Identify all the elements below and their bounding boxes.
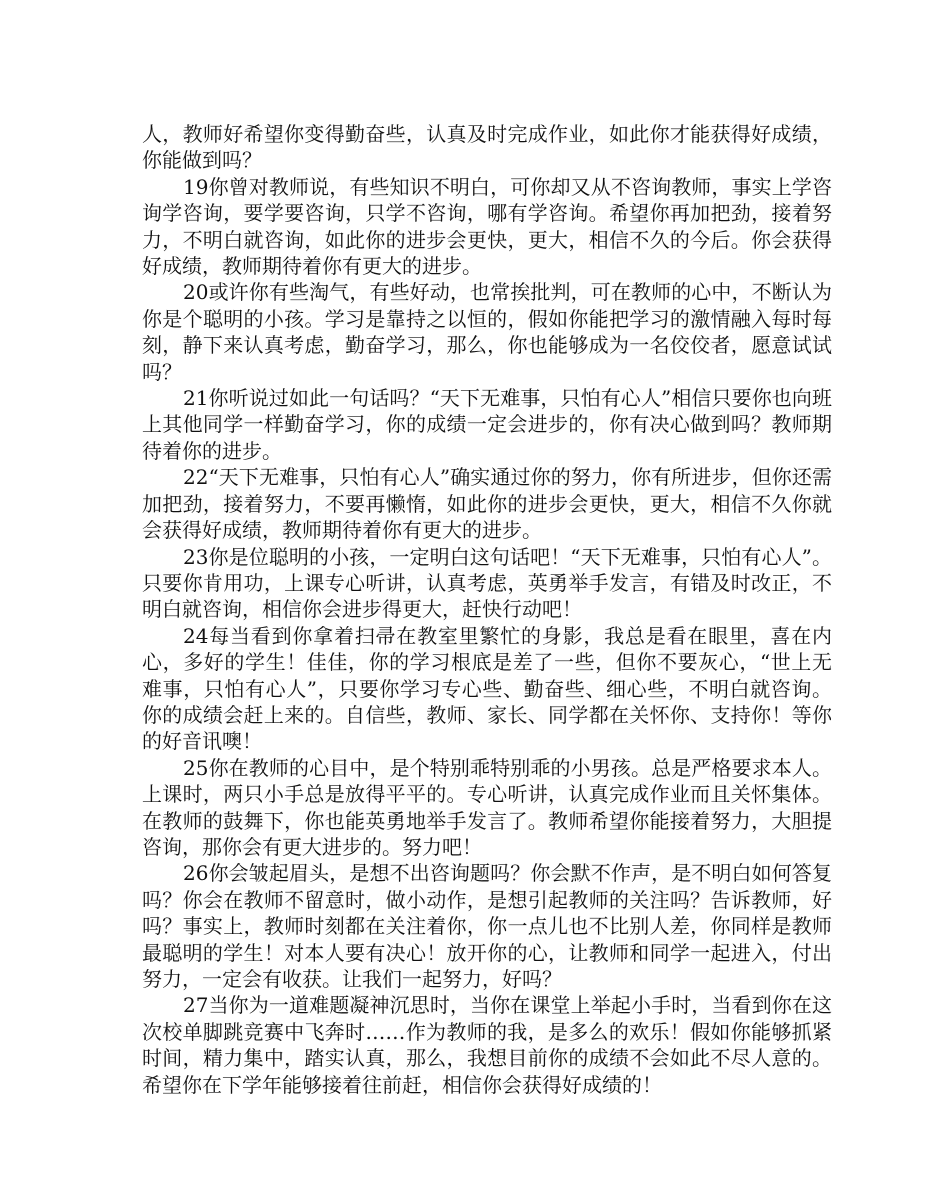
- paragraph-20: 20或许你有些淘气，有些好动，也常挨批判，可在教师的心中，不断认为你是个聪明的小孩。学习是靠持之以恒的，假如你能把学习的激情融入每时每刻，静下来认真考虑，勤奋学习，那么，你也能够成为一名佼佼者，愿意试试吗？: [142, 280, 832, 384]
- paragraph-continuation: 人，教师好希望你变得勤奋些，认真及时完成作业，如此你才能获得好成绩，你能做到吗？: [142, 122, 832, 173]
- document-page: [142, 121, 832, 1098]
- paragraph-25: 25你在教师的心目中，是个特别乖特别乖的小男孩。总是严格要求本人。上课时，两只小手总是放得平平的。专心听讲，认真完成作业而且关怀集体。在教师的鼓舞下，你也能英勇地举手发言了。教师希望你能接着努力，大胆提咨询，那你会有更大进步的。努力吧！: [142, 755, 832, 859]
- paragraph-24: 24每当看到你拿着扫帚在教室里繁忙的身影，我总是看在眼里，喜在内心，多好的学生！佳佳，你的学习根底是差了一些，但你不要灰心，“世上无难事，只怕有心人”，只要你学习专心些、勤奋些、细心些，不明白就咨询。你的成绩会赶上来的。自信些，教师、家长、同学都在关怀你、支持你！等你的好音讯噢！: [142, 623, 832, 754]
- paragraph-19: 19你曾对教师说，有些知识不明白，可你却又从不咨询教师，事实上学咨询学咨询，要学要咨询，只学不咨询，哪有学咨询。希望你再加把劲，接着努力，不明白就咨询，如此你的进步会更快，更大，相信不久的今后。你会获得好成绩，教师期待着你有更大的进步。: [142, 174, 832, 279]
- paragraph-26: 26你会皱起眉头，是想不出咨询题吗？你会默不作声，是不明白如何答复吗？你会在教师不留意时，做小动作，是想引起教师的关注吗？告诉教师，好吗？事实上，教师时刻都在关注着你，你一点儿也不比别人差，你同样是教师最聪明的学生！对本人要有决心！放开你的心，让教师和同学一起进入，付出努力，一定会有收获。让我们一起努力，好吗？: [142, 861, 832, 991]
- paragraph-27: 27当你为一道难题凝神沉思时，当你在课堂上举起小手时，当看到你在这次校单脚跳竞赛中飞奔时……作为教师的我，是多么的欢乐！假如你能够抓紧时间，精力集中，踏实认真，那么，我想目前你的成绩不会如此不尽人意的。希望你在下学年能够接着往前赶，相信你会获得好成绩的！: [142, 993, 832, 1097]
- paragraph-22: 22“天下无难事，只怕有心人”确实通过你的努力，你有所进步，但你还需加把劲，接着努力，不要再懒惰，如此你的进步会更快，更大，相信不久你就会获得好成绩，教师期待着你有更大的进步。: [142, 465, 832, 543]
- paragraph-23: 23你是位聪明的小孩，一定明白这句话吧！“天下无难事，只怕有心人”。只要你肯用功，上课专心听讲，认真考虑，英勇举手发言，有错及时改正，不明白就咨询，相信你会进步得更大，赶快行动吧！: [142, 544, 832, 622]
- paragraph-21: 21你听说过如此一句话吗？“天下无难事，只怕有心人”相信只要你也向班上其他同学一样勤奋学习，你的成绩一定会进步的，你有决心做到吗？教师期待着你的进步。: [142, 386, 832, 463]
